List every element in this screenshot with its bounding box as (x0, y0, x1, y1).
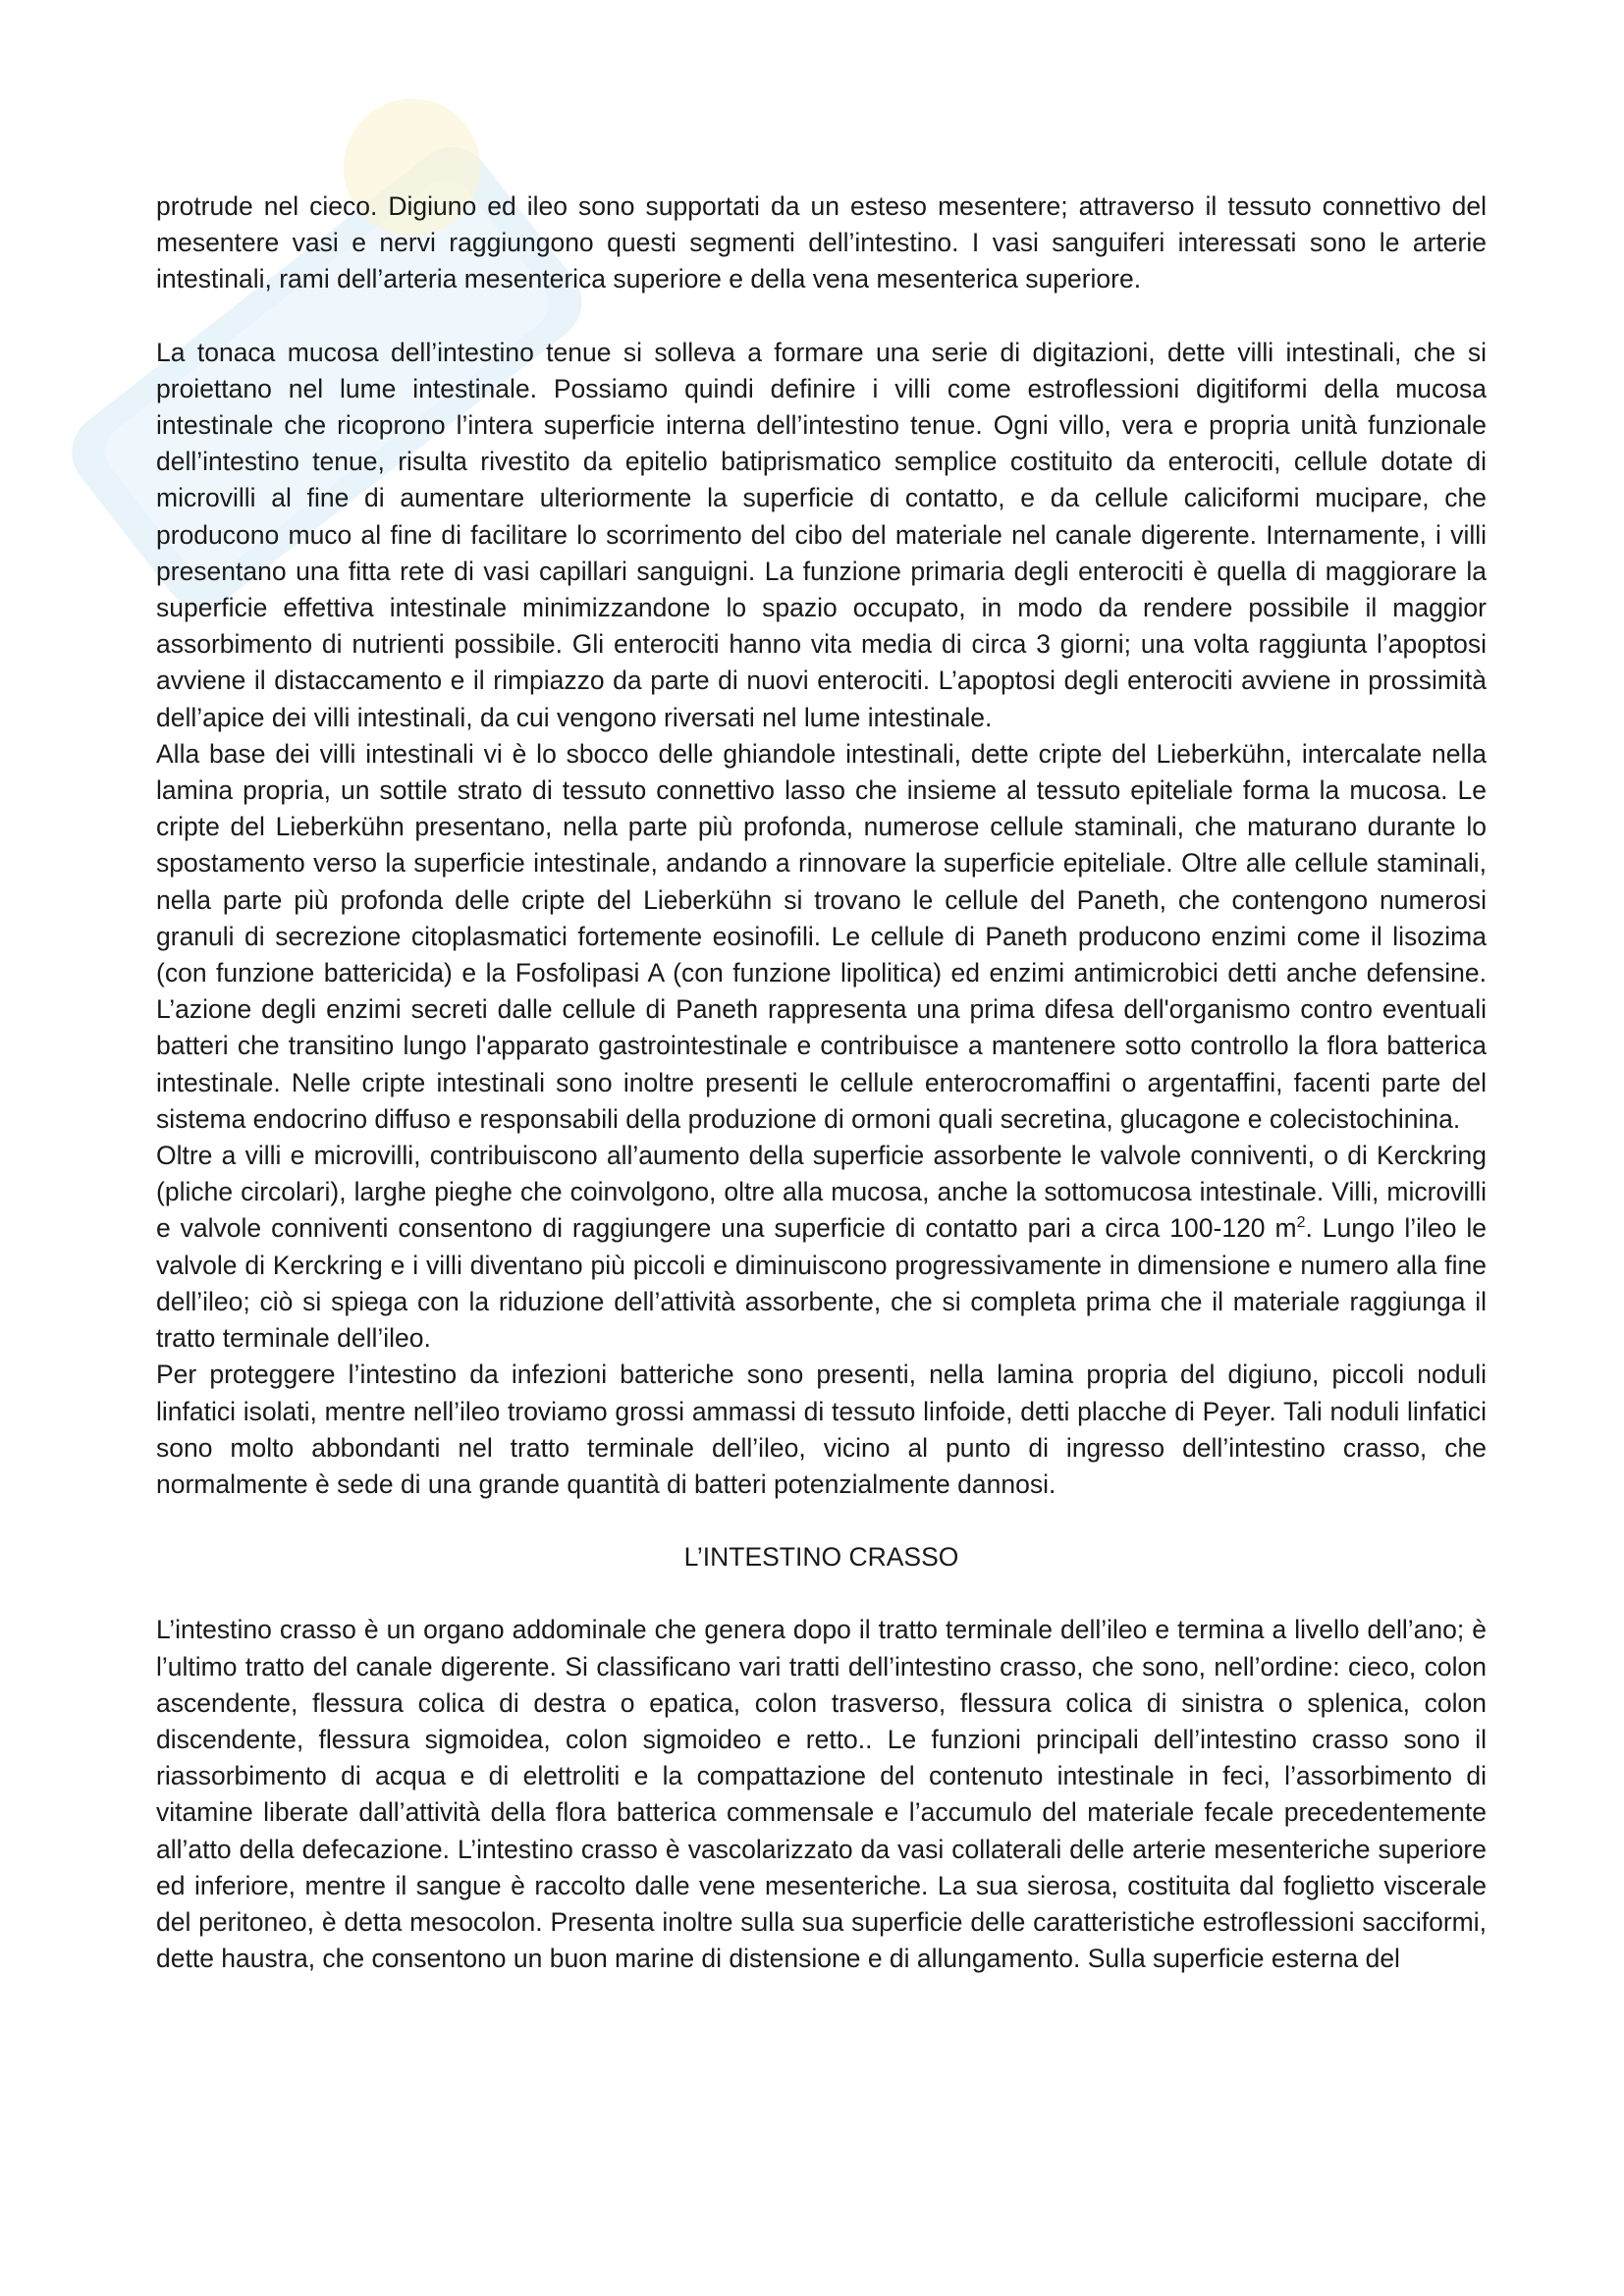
paragraph-kerckring-valves (156, 1138, 1487, 1357)
paragraph-kerckring-text-b: . Lungo l’ileo le valvole di Kerckring e i villi diventano più piccoli e diminuiscono progressivamente in dimensione e numero alla fine dell’ileo; ciò si spiega con la riduzione dell’attività assorbente, che si completa prima che il materiale raggiunga il tratto terminale dell’ileo. (156, 1213, 1487, 1354)
section-heading-large-intestine: L’INTESTINO CRASSO (683, 1542, 959, 1573)
paragraph-intestinal-villi: La tonaca mucosa dell’intestino tenue si solleva a formare una serie di digitazioni, dette villi intestinali, che si proiettano nel lume intestinale. Possiamo quindi definire i villi come estroflessioni digitiformi della mucosa intestinale che ricoprono l’intera superficie interna dell’intestino tenue. Ogni villo, vera e propria unità funzionale dell’intestino tenue, risulta rivestito da epitelio batiprismatico semplice costituito da enterociti, cellule dotate di microvilli al fine di aumentare ulteriormente la superficie di contatto, e da cellule caliciformi mucipare, che producono muco al fine di facilitare lo scorrimento del cibo del materiale nel canale digerente. Internamente, i villi presentano una fitta rete di vasi capillari sanguigni. La funzione primaria degli enterociti è quella di maggiorare la superficie effettiva intestinale minimizzandone lo spazio occupato, in modo da rendere possibile il maggior assorbimento di nutrienti possibile. Gli enterociti hanno vita media di circa 3 giorni; una volta raggiunta l’apoptosi avviene il distaccamento e il rimpiazzo da parte di nuovi enterociti. L’apoptosi degli enterociti avviene in prossimità dell’apice dei villi intestinali, da cui vengono riversati nel lume intestinale. (156, 337, 1487, 732)
paragraph-large-intestine: L’intestino crasso è un organo addominale che genera dopo il tratto terminale dell’ileo e termina a livello dell’ano; è l’ultimo tratto del canale digerente. Si classificano vari tratti dell’intestino crasso, che sono, nell’ordine: cieco, colon ascendente, flessura colica di destra o epatica, colon trasverso, flessura colica di sinistra o splenica, colon discendente, flessura sigmoidea, colon sigmoideo e retto.. Le funzioni principali dell’intestino crasso sono il riassorbimento di acqua e di elettroliti e la compattazione del contenuto intestinale in feci, l’assorbimento di vitamine liberate dall’attività della flora batterica commensale e l’accumulo del materiale fecale precedentemente all’atto della defecazione. L’intestino crasso è vascolarizzato da vasi collaterali delle arterie mesenteriche superiore ed inferiore, mentre il sangue è raccolto dalle vene mesenteriche. La sua sierosa, costituita dal foglietto viscerale del peritoneo, è detta mesocolon. Presenta inoltre sulla sua superficie delle caratteristiche estroflessioni sacciformi, dette haustra, che consentono un buon marine di distensione e di allungamento. Sulla superficie esterna del (156, 1615, 1487, 1974)
paragraph-kerckring-text-a: Oltre a villi e microvilli, contribuiscono all’aumento della superficie assorbente le valvole conniventi, o di Kerckring (pliche circolari), larghe pieghe che coinvolgono, oltre alla mucosa, anche la sottomucosa intestinale. Villi, microvilli e valvole conniventi consentono di raggiungere una superficie di contatto pari a circa 100-120 m (156, 1141, 1487, 1244)
paragraph-lieberkuhn-crypts: Alla base dei villi intestinali vi è lo sbocco delle ghiandole intestinali, dette cripte del Lieberkühn, intercalate nella lamina propria, un sottile strato di tessuto connettivo lasso che insieme al tessuto epiteliale forma la mucosa. Le cripte del Lieberkühn presentano, nella parte più profonda, numerose cellule staminali, che maturano durante lo spostamento verso la superficie intestinale, andando a rinnovare la superficie epiteliale. Oltre alle cellule staminali, nella parte più profonda delle cripte del Lieberkühn si trovano le cellule del Paneth, che contengono numerosi granuli di secrezione citoplasmatici fortemente eosinofili. Le cellule di Paneth producono enzimi come il lisozima (con funzione battericida) e la Fosfolipasi A (con funzione lipolitica) ed enzimi antimicrobici detti anche defensine. L’azione degli enzimi secreti dalle cellule di Paneth rappresenta una prima difesa dell'organismo contro eventuali batteri che transitino lungo l'apparato gastrointestinale e contribuisce a mantenere sotto controllo la flora batterica intestinale. Nelle cripte intestinali sono inoltre presenti le cellule enterocromaffini o argentaffini, facenti parte del sistema endocrino diffuso e responsabili della produzione di ormoni quali secretina, glucagone e colecistochinina. (156, 738, 1487, 1134)
superscript-squared: 2 (1296, 1214, 1306, 1232)
document-body (156, 188, 1487, 1977)
paragraph-peyer-patches: Per proteggere l’intestino da infezioni batteriche sono presenti, nella lamina propria del digiuno, piccoli noduli linfatici isolati, mentre nell’ileo troviamo grossi ammassi di tessuto linfoide, detti placche di Peyer. Tali noduli linfatici sono molto abbondanti nel tratto terminale dell’ileo, vicino al punto di ingresso dell’intestino crasso, che normalmente è sede di una grande quantità di batteri potenzialmente dannosi. (156, 1360, 1487, 1499)
paragraph-small-intestine-mesentery: protrude nel cieco. Digiuno ed ileo sono supportati da un esteso mesentere; attraverso il tessuto connettivo del mesentere vasi e nervi raggiungono questi segmenti dell’intestino. I vasi sanguiferi interessati sono le arterie intestinali, rami dell’arteria mesenterica superiore e della vena mesenterica superiore. (156, 191, 1487, 294)
